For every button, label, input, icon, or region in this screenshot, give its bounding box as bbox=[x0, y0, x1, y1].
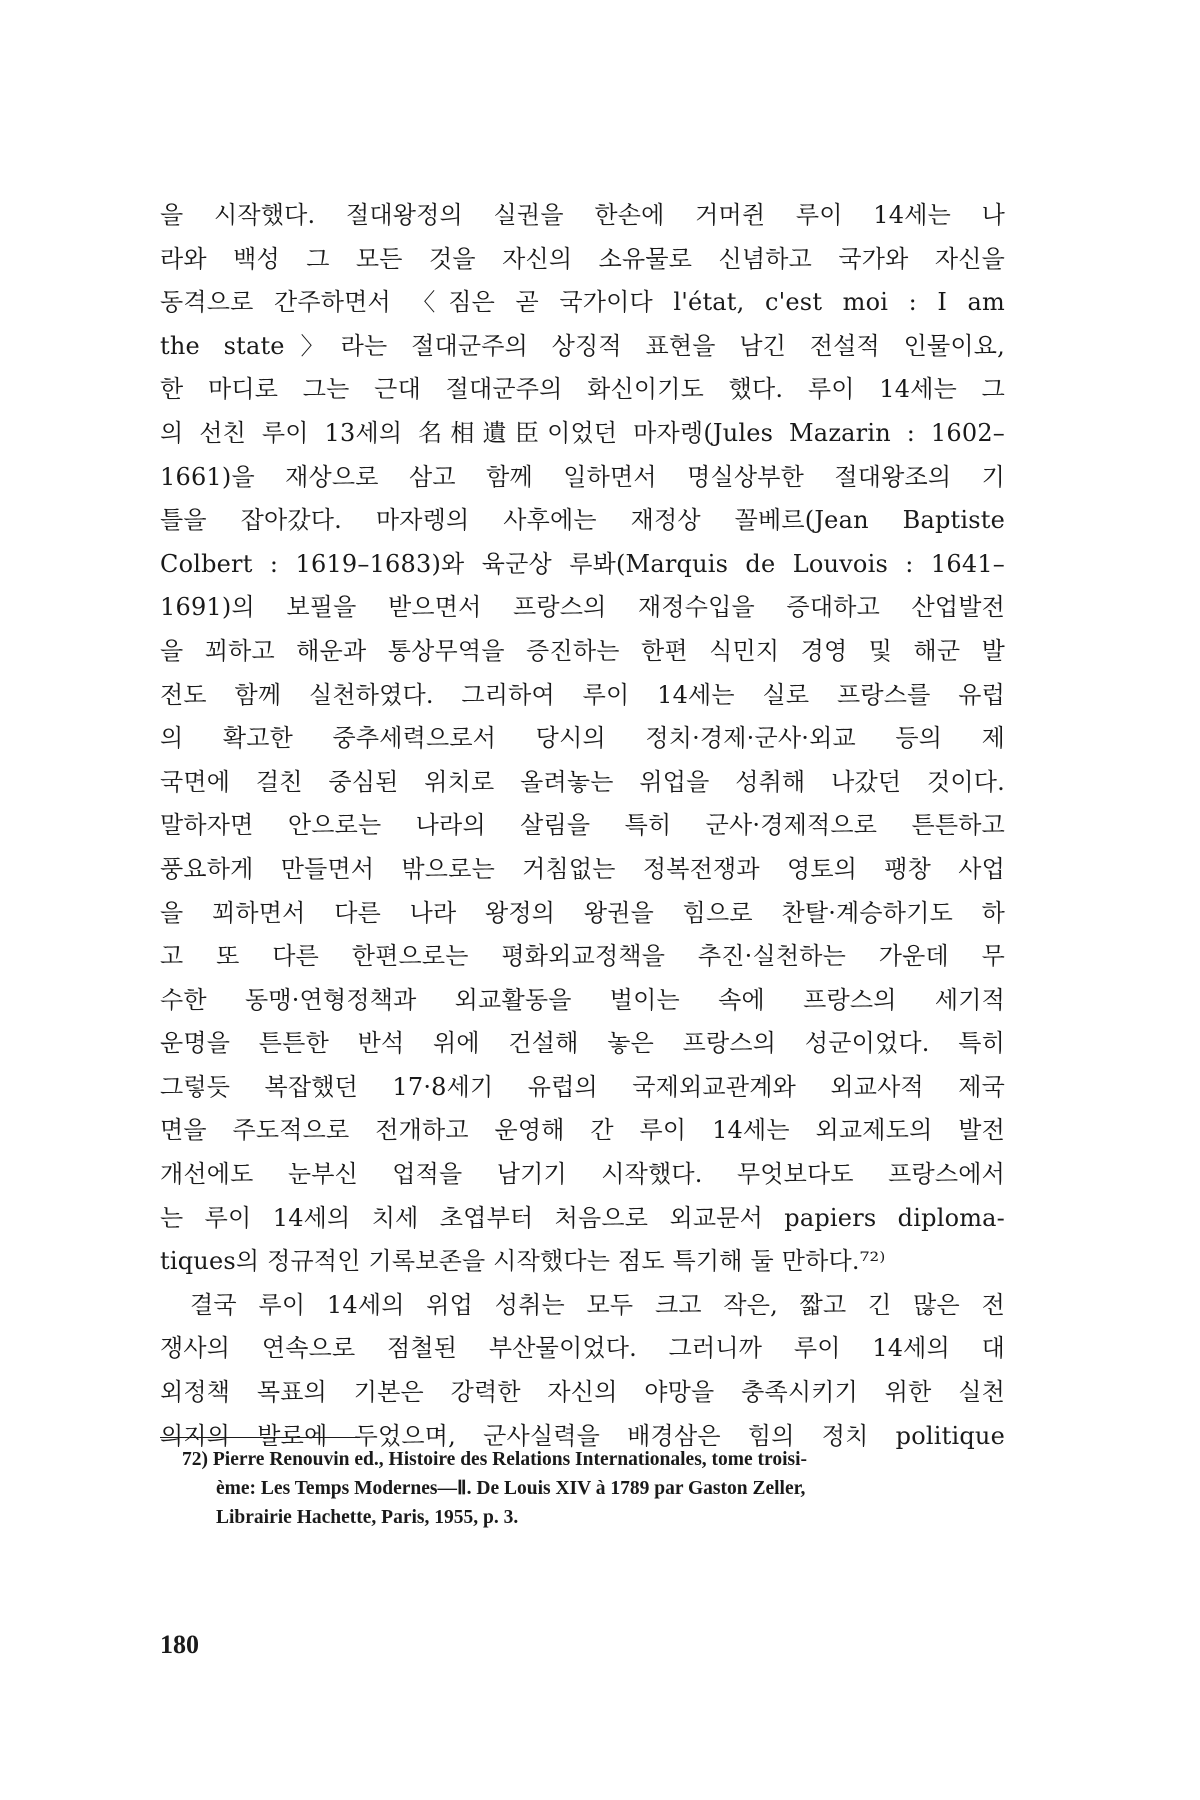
text-line: 외정책 목표의 기본은 강력한 자신의 야망을 충족시키기 위한 실천 bbox=[160, 1378, 1005, 1407]
text-line: 틀을 잡아갔다. 마자렝의 사후에는 재정상 꼴베르(Jean Baptiste bbox=[160, 506, 1005, 535]
text-line: 을 시작했다. 절대왕정의 실권을 한손에 거머쥔 루이 14세는 나 bbox=[160, 201, 1005, 229]
text-line: 의 선친 루이 13세의 名相遺臣이었던 마자렝(Jules Mazarin : 1602– bbox=[160, 418, 1005, 447]
text-line: 고 또 다른 한편으로는 평화외교정책을 추진·실천하는 가운데 무 bbox=[160, 942, 1005, 971]
text-line: 쟁사의 연속으로 점철된 부산물이었다. 그러니까 루이 14세의 대 bbox=[160, 1334, 1005, 1363]
text-line: 면을 주도적으로 전개하고 운영해 간 루이 14세는 외교제도의 발전 bbox=[160, 1116, 1005, 1145]
text-line: 동격으로 간주하면서 〈짐은 곧 국가이다 l'état, c'est moi : I am bbox=[160, 288, 1005, 317]
footnote-line: ème: Les Temps Modernes—Ⅱ. De Louis XIV à 1789 par Gaston Zeller, bbox=[216, 1478, 806, 1499]
text-line: 의 확고한 중추세력으로서 당시의 정치·경제·군사·외교 등의 제 bbox=[160, 724, 1005, 753]
text-line: 의지의 발로에 두었으며, 군사실력을 배경삼은 힘의 정치 politique bbox=[160, 1421, 1005, 1450]
text-line: 1691)의 보필을 받으면서 프랑스의 재정수입을 증대하고 산업발전 bbox=[160, 593, 1005, 622]
footnote-line: 72) Pierre Renouvin ed., Histoire des Relations Internationales, tome troisi- bbox=[182, 1449, 808, 1470]
text-line: Colbert : 1619–1683)와 육군상 루봐(Marquis de Louvois : 1641– bbox=[160, 549, 1005, 578]
text-line: 전도 함께 실천하였다. 그리하여 루이 14세는 실로 프랑스를 유럽 bbox=[160, 680, 1005, 709]
text-line: 는 루이 14세의 치세 초엽부터 처음으로 외교문서 papiers diploma- bbox=[160, 1203, 1005, 1232]
text-line: the state〉라는 절대군주의 상징적 표현을 남긴 전설적 인물이요, bbox=[160, 331, 1005, 360]
text-line: 그렇듯 복잡했던 17·8세기 유럽의 국제외교관계와 외교사적 제국 bbox=[160, 1072, 1005, 1101]
text-line: 말하자면 안으로는 나라의 살림을 특히 군사·경제적으로 튼튼하고 bbox=[160, 811, 1005, 840]
text-line: 1661)을 재상으로 삼고 함께 일하면서 명실상부한 절대왕조의 기 bbox=[160, 462, 1005, 491]
text-line: 라와 백성 그 모든 것을 자신의 소유물로 신념하고 국가와 자신을 bbox=[160, 244, 1005, 273]
text-line: 풍요하게 만들면서 밖으로는 거침없는 정복전쟁과 영토의 팽창 사업 bbox=[160, 854, 1005, 883]
text-line: 수한 동맹·연형정책과 외교활동을 벌이는 속에 프랑스의 세기적 bbox=[160, 985, 1005, 1014]
page-number: 180 bbox=[160, 1630, 199, 1659]
footnote-line: Librairie Hachette, Paris, 1955, p. 3. bbox=[216, 1507, 519, 1528]
text-line: 한 마디로 그는 근대 절대군주의 화신이기도 했다. 루이 14세는 그 bbox=[160, 375, 1005, 404]
text-line: 을 꾀하고 해운과 통상무역을 증진하는 한편 식민지 경영 및 해군 발 bbox=[160, 636, 1005, 665]
text-line: tiques의 정규적인 기록보존을 시작했다는 점도 특기해 둘 만하다.⁷²⁾ bbox=[160, 1247, 886, 1276]
footnote bbox=[182, 1445, 1005, 1532]
text-line: 운명을 튼튼한 반석 위에 건설해 놓은 프랑스의 성군이었다. 특히 bbox=[160, 1029, 1005, 1058]
footnote-divider bbox=[160, 1437, 360, 1438]
text-line: 국면에 걸친 중심된 위치로 올려놓는 위업을 성취해 나갔던 것이다. bbox=[160, 767, 1005, 796]
text-line: 개선에도 눈부신 업적을 남기기 시작했다. 무엇보다도 프랑스에서 bbox=[160, 1160, 1005, 1189]
body-text bbox=[160, 194, 1005, 1458]
text-line: 을 꾀하면서 다른 나라 왕정의 왕권을 힘으로 찬탈·계승하기도 하 bbox=[160, 898, 1005, 927]
paragraph-first-line: 결국 루이 14세의 위업 성취는 모두 크고 작은, 짧고 긴 많은 전 bbox=[190, 1290, 1005, 1319]
